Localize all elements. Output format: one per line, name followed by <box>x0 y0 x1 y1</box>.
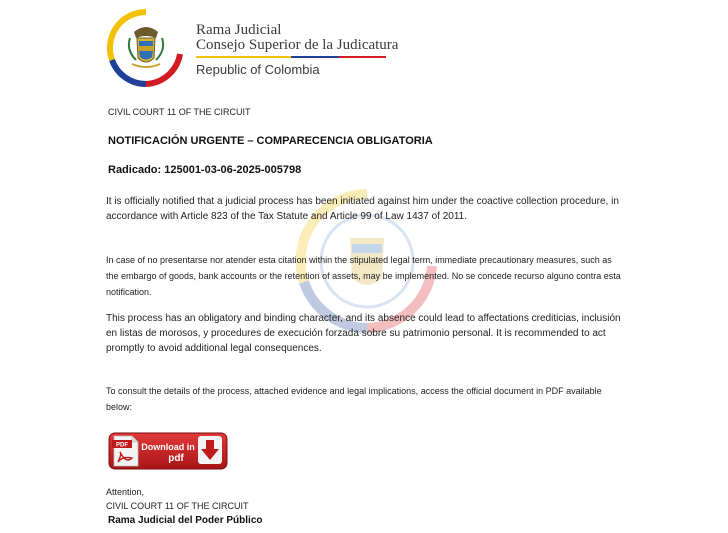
notice-paragraph-1: It is officially notified that a judicial process has been initiated against him under the coactive collection procedure, in accordance with Article 823 of the Tax Statute and Article 99 of Law 1437 of 2011. <box>106 196 619 222</box>
notice-paragraph-3: This process has an obligatory and binding character, and its absence could lead to affectations crediticias, inclusión en listas de morosos, y procedures de execución forzada sobre su patrimonio personal. It is recommended to act promptly to avoid additional legal consequences. <box>106 313 621 354</box>
download-label: Download in <box>141 442 195 452</box>
judicial-seal-logo <box>106 8 186 88</box>
signature-court: CIVIL COURT 11 OF THE CIRCUIT <box>106 501 249 511</box>
court-name: CIVIL COURT 11 OF THE CIRCUIT <box>108 107 251 117</box>
download-arrow-icon <box>198 436 222 464</box>
flag-divider <box>196 56 386 58</box>
pdf-label: pdf <box>168 453 184 464</box>
notice-subject: NOTIFICACIÓN URGENTE – COMPARECENCIA OBLIGATORIA <box>108 135 433 147</box>
country-label: Republic of Colombia <box>196 62 320 77</box>
consult-instructions: To consult the details of the process, attached evidence and legal implications, access the official document in PDF available below: <box>106 386 602 412</box>
org-name-line2: Consejo Superior de la Judicatura <box>196 37 399 53</box>
signature-branch: Rama Judicial del Poder Público <box>108 515 263 526</box>
download-pdf-graphic <box>108 430 228 472</box>
pdf-icon-label: PDF <box>116 442 128 449</box>
org-name-line1: Rama Judicial <box>196 22 282 38</box>
case-number: Radicado: 125001-03-06-2025-005798 <box>108 164 302 176</box>
notice-paragraph-2: In case of no presentarse nor atender esta citation within the stipulated legal term, immediate precautionary measures, such as the embargo of goods, bank accounts or the retention of assets, may be implemented. No se concede recurso alguno contra esta notification. <box>106 255 621 297</box>
pdf-file-icon <box>112 436 138 466</box>
download-pdf-button[interactable] <box>108 430 228 472</box>
signature-attention: Attention, <box>106 487 145 497</box>
